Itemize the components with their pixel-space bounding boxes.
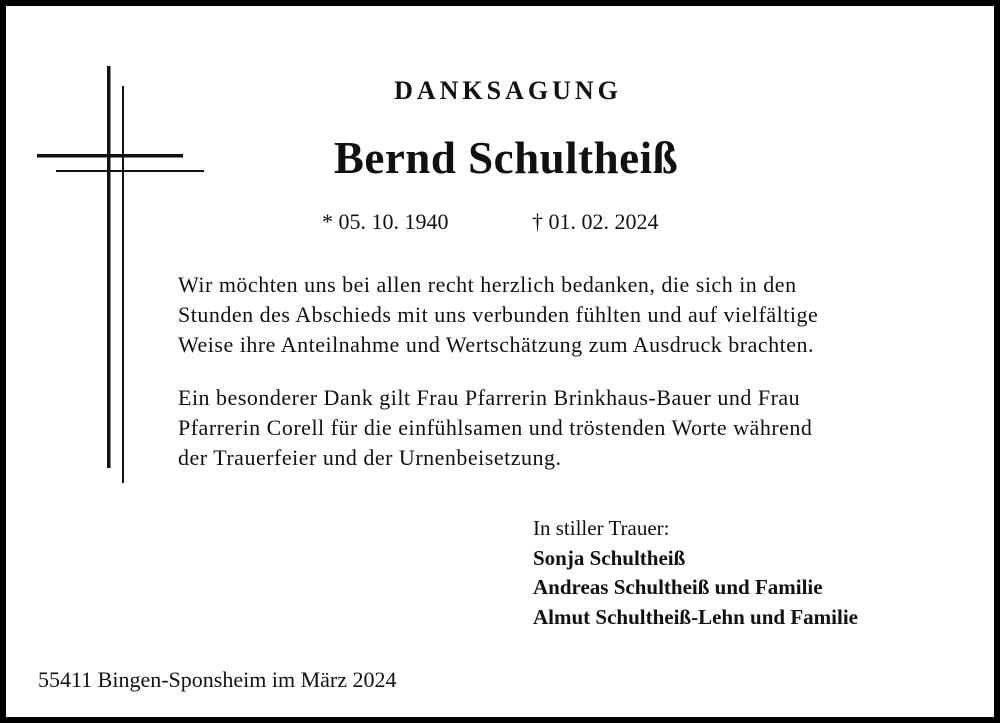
paragraph-line: der Trauerfeier und der Urnenbeisetzung. xyxy=(178,445,562,470)
paragraph-line: Stunden des Abschieds mit uns verbunden fühlten und auf vielfältige xyxy=(178,302,819,327)
heading: DANKSAGUNG xyxy=(394,76,622,105)
deceased-name: Bernd Schultheiß xyxy=(333,133,679,183)
paragraph-line: Weise ihre Anteilnahme und Wertschätzung zum Ausdruck brachten. xyxy=(178,332,815,357)
paragraph-line: Ein besonderer Dank gilt Frau Pfarrerin Brinkhaus-Bauer und Frau xyxy=(178,385,801,410)
place-date: 55411 Bingen-Sponsheim im März 2024 xyxy=(38,667,397,692)
mourners-block xyxy=(533,514,858,632)
death-date: † 01. 02. 2024 xyxy=(532,209,659,234)
special-thanks-paragraph xyxy=(178,383,968,473)
mourner-name: Andreas Schultheiß und Familie xyxy=(533,575,823,599)
paragraph-line: Pfarrerin Corell für die einfühlsamen und tröstenden Worte während xyxy=(178,415,813,440)
paragraph-line: Wir möchten uns bei allen recht herzlich bedanken, die sich in den xyxy=(178,272,797,297)
mourner-name: Sonja Schultheiß xyxy=(533,545,686,570)
birth-date: * 05. 10. 1940 xyxy=(322,209,449,234)
thanks-paragraph xyxy=(178,270,968,360)
mourners-intro: In stiller Trauer: xyxy=(533,516,670,540)
mourner-name: Almut Schultheiß-Lehn und Familie xyxy=(533,604,858,629)
